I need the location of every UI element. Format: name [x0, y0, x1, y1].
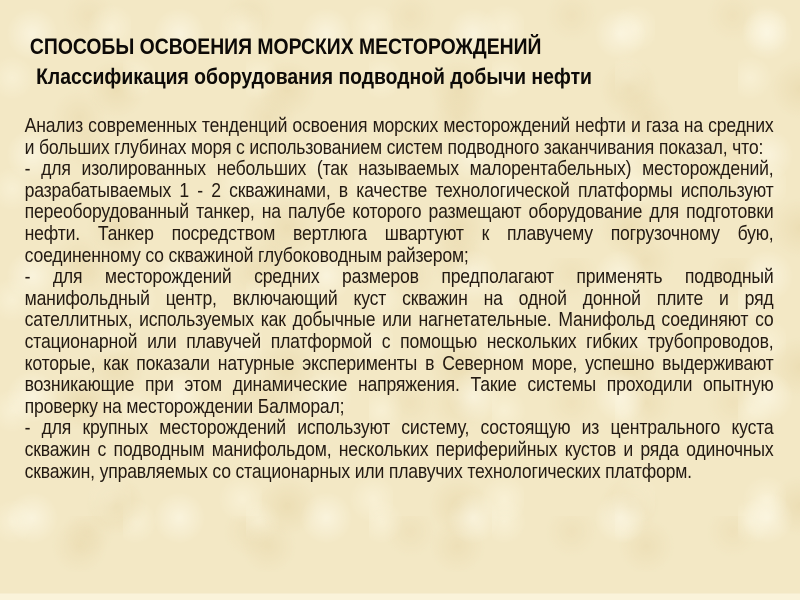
body-paragraph: - для месторождений средних размеров предполагают применять подводный манифольдный центр, включающий куст скважин на одной донной плите и ряд сателлитных, используемых как добычные или нагнетательные. Манифольд соединяют со стационарной или плавучей платформой с помощью нескольких гибких трубопроводов, которые, как показали натурные эксперименты в Северном море, успешно выдерживают возникающие при этом динамические напряжения. Такие системы проходили опытную проверку на месторождении Балморал; — [24, 266, 774, 418]
slide-body — [25, 116, 774, 483]
slide-title: СПОСОБЫ ОСВОЕНИЯ МОРСКИХ МЕСТОРОЖДЕНИЙ — [29, 34, 542, 59]
body-paragraph: Анализ современных тенденций освоения морских месторождений нефти и газа на средних и больших глубинах моря с использованием систем подводного заканчивания показал, что: — [24, 115, 774, 159]
body-paragraph: - для изолированных небольших (так называемых малорентабельных) месторождений, разрабатываемых 1 - 2 скважинами, в качестве технологической платформы используют переоборудованный танкер, на палубе которого размещают оборудование для подготовки нефти. Танкер посредством вертлюга швартуют к плавучему погрузочному бую, соединенному со скважиной глубоководным райзером; — [24, 158, 774, 267]
slide-subtitle: Классификация оборудования подводной добычи нефти — [36, 64, 592, 89]
body-paragraph: - для крупных месторождений используют систему, состоящую из центрального куста скважин с подводным манифольдом, нескольких периферийных кустов и ряда одиночных скважин, управляемых со стационарных или плавучих технологических платформ. — [24, 417, 774, 483]
